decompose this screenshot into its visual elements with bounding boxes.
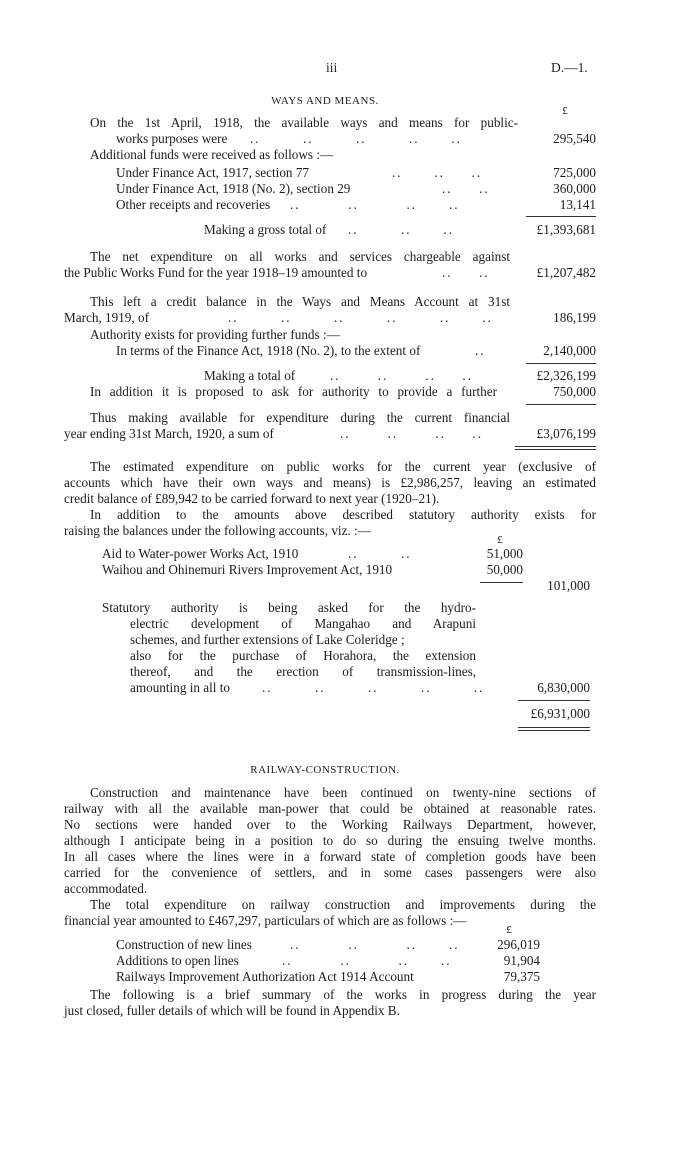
- credit-balance-line-cont: March, 1919, of: [64, 310, 149, 325]
- page-number: iii: [326, 60, 338, 75]
- opening-amount: 295,540: [553, 131, 596, 146]
- further-authority-amount: 750,000: [553, 384, 596, 399]
- credit-balance-line: This left a credit balance in the Ways and Means Account at 31st: [90, 294, 510, 309]
- rule: [526, 404, 596, 405]
- account-amount: 50,000: [486, 562, 523, 577]
- railway-paragraph-line: accommodated.: [64, 881, 148, 896]
- railway-paragraph-line: No sections were handed over to the Working Railways Department, however,: [64, 817, 596, 832]
- account-amount: 51,000: [486, 546, 523, 561]
- further-authority-line: In addition it is proposed to ask for authority to provide a further: [90, 384, 497, 399]
- net-expenditure-line-cont: the Public Works Fund for the year 1918–19 amounted to: [64, 265, 368, 280]
- rule: [526, 363, 596, 364]
- currency-symbol: £: [506, 924, 512, 936]
- railway-construction-heading: RAILWAY-CONSTRUCTION.: [250, 764, 400, 776]
- railway-item-amount: 296,019: [497, 937, 540, 952]
- gross-total-label: Making a gross total of: [204, 222, 327, 237]
- dot-leader: .. .. ..: [392, 165, 483, 180]
- railway-paragraph-line: although I anticipate being in a position to do so during the ensuing twelve months.: [64, 833, 596, 848]
- dot-leader: .. .. .. ..: [282, 953, 452, 968]
- dot-leader: .. ..: [348, 546, 412, 561]
- gross-total-amount: £1,393,681: [536, 222, 596, 237]
- railway-item-amount: 91,904: [503, 953, 540, 968]
- authority-line: In terms of the Finance Act, 1918 (No. 2), to the extent of: [116, 343, 421, 358]
- railway-expenditure-line: financial year amounted to £467,297, particulars of which are as follows :—: [64, 913, 467, 928]
- document-reference: D.—1.: [551, 60, 588, 75]
- source-amount: 13,141: [559, 197, 596, 212]
- dot-leader: .. .. .. ..: [290, 937, 460, 952]
- rule: [526, 216, 596, 217]
- hydro-amount: 6,830,000: [537, 680, 590, 695]
- double-rule: [515, 446, 596, 450]
- authority-amount: 2,140,000: [543, 343, 596, 358]
- hydro-line: also for the purchase of Horahora, the extension: [130, 648, 476, 663]
- dot-leader: .. .. .. ..: [330, 368, 474, 383]
- estimate-line: accounts which have their own ways and means) is £2,986,257, leaving an estimated: [64, 475, 596, 490]
- hydro-line: Statutory authority is being asked for the hydro-: [102, 600, 476, 615]
- dot-leader: .. .. ..: [348, 222, 454, 237]
- railway-paragraph-line: railway with all the available man-power that could be obtained at reasonable rates.: [64, 801, 596, 816]
- source-label: Under Finance Act, 1918 (No. 2), section 29: [116, 181, 351, 196]
- available-line: Thus making available for expenditure during the current financial: [90, 410, 510, 425]
- rule: [518, 700, 590, 701]
- statutory-line: raising the balances under the following accounts, viz. :—: [64, 523, 371, 538]
- dot-leader: .. ..: [442, 265, 490, 280]
- hydro-line: electric development of Mangahao and Arapuni: [130, 616, 476, 631]
- dot-leader: ..: [475, 343, 486, 358]
- estimate-line: credit balance of £89,942 to be carried forward to next year (1920–21).: [64, 491, 440, 506]
- railway-item-label: Railways Improvement Authorization Act 1914 Account: [116, 969, 414, 984]
- account-label: Waihou and Ohinemuri Rivers Improvement Act, 1910: [102, 562, 393, 577]
- ways-and-means-heading: WAYS AND MEANS.: [271, 95, 379, 107]
- dot-leader: .. .. .. ..: [290, 197, 460, 212]
- source-amount: 360,000: [553, 181, 596, 196]
- opening-line: On the 1st April, 1918, the available ways and means for public-: [90, 115, 518, 130]
- dot-leader: .. .. .. ..: [340, 426, 484, 441]
- accounts-subtotal: 101,000: [547, 578, 590, 593]
- estimate-line: The estimated expenditure on public works for the current year (exclusive of: [90, 459, 596, 474]
- closing-line: just closed, fuller details of which will be found in Appendix B.: [64, 1003, 400, 1018]
- hydro-line: schemes, and further extensions of Lake Coleridge ;: [130, 632, 405, 647]
- railway-item-label: Additions to open lines: [116, 953, 239, 968]
- currency-symbol: £: [497, 534, 503, 546]
- grand-total: £6,931,000: [530, 706, 590, 721]
- additional-funds-intro: Additional funds were received as follows :—: [90, 147, 334, 162]
- railway-item-label: Construction of new lines: [116, 937, 252, 952]
- railway-paragraph-line: In all cases where the lines were in a forward state of completion goods have been: [64, 849, 596, 864]
- dot-leader: .. .. .. .. .. ..: [228, 310, 493, 325]
- railway-expenditure-line: The total expenditure on railway construction and improvements during the: [90, 897, 596, 912]
- railway-paragraph-line: carried for the convenience of settlers, and in some cases passengers were also: [64, 865, 596, 880]
- available-amount: £3,076,199: [536, 426, 596, 441]
- total-label: Making a total of: [204, 368, 296, 383]
- dot-leader: .. .. .. .. ..: [250, 131, 462, 146]
- hydro-line: thereof, and the erection of transmission-lines,: [130, 664, 476, 679]
- account-label: Aid to Water-power Works Act, 1910: [102, 546, 299, 561]
- opening-line-cont: works purposes were: [116, 131, 228, 146]
- total-amount: £2,326,199: [536, 368, 596, 383]
- railway-item-amount: 79,375: [503, 969, 540, 984]
- dot-leader: .. .. .. .. ..: [262, 680, 485, 695]
- authority-intro: Authority exists for providing further funds :—: [90, 327, 340, 342]
- credit-balance-amount: 186,199: [553, 310, 596, 325]
- net-expenditure-line: The net expenditure on all works and services chargeable against: [90, 249, 510, 264]
- dot-leader: .. ..: [442, 181, 490, 196]
- double-rule: [518, 727, 590, 731]
- net-expenditure-amount: £1,207,482: [536, 265, 596, 280]
- source-amount: 725,000: [553, 165, 596, 180]
- source-label: Under Finance Act, 1917, section 77: [116, 165, 310, 180]
- available-line-cont: year ending 31st March, 1920, a sum of: [64, 426, 274, 441]
- source-label: Other receipts and recoveries: [116, 197, 271, 212]
- currency-symbol: £: [562, 105, 568, 117]
- statutory-line: In addition to the amounts above described statutory authority exists for: [90, 507, 596, 522]
- closing-line: The following is a brief summary of the works in progress during the year: [90, 987, 596, 1002]
- hydro-line: amounting in all to: [130, 680, 230, 695]
- railway-paragraph-line: Construction and maintenance have been continued on twenty-nine sections of: [90, 785, 596, 800]
